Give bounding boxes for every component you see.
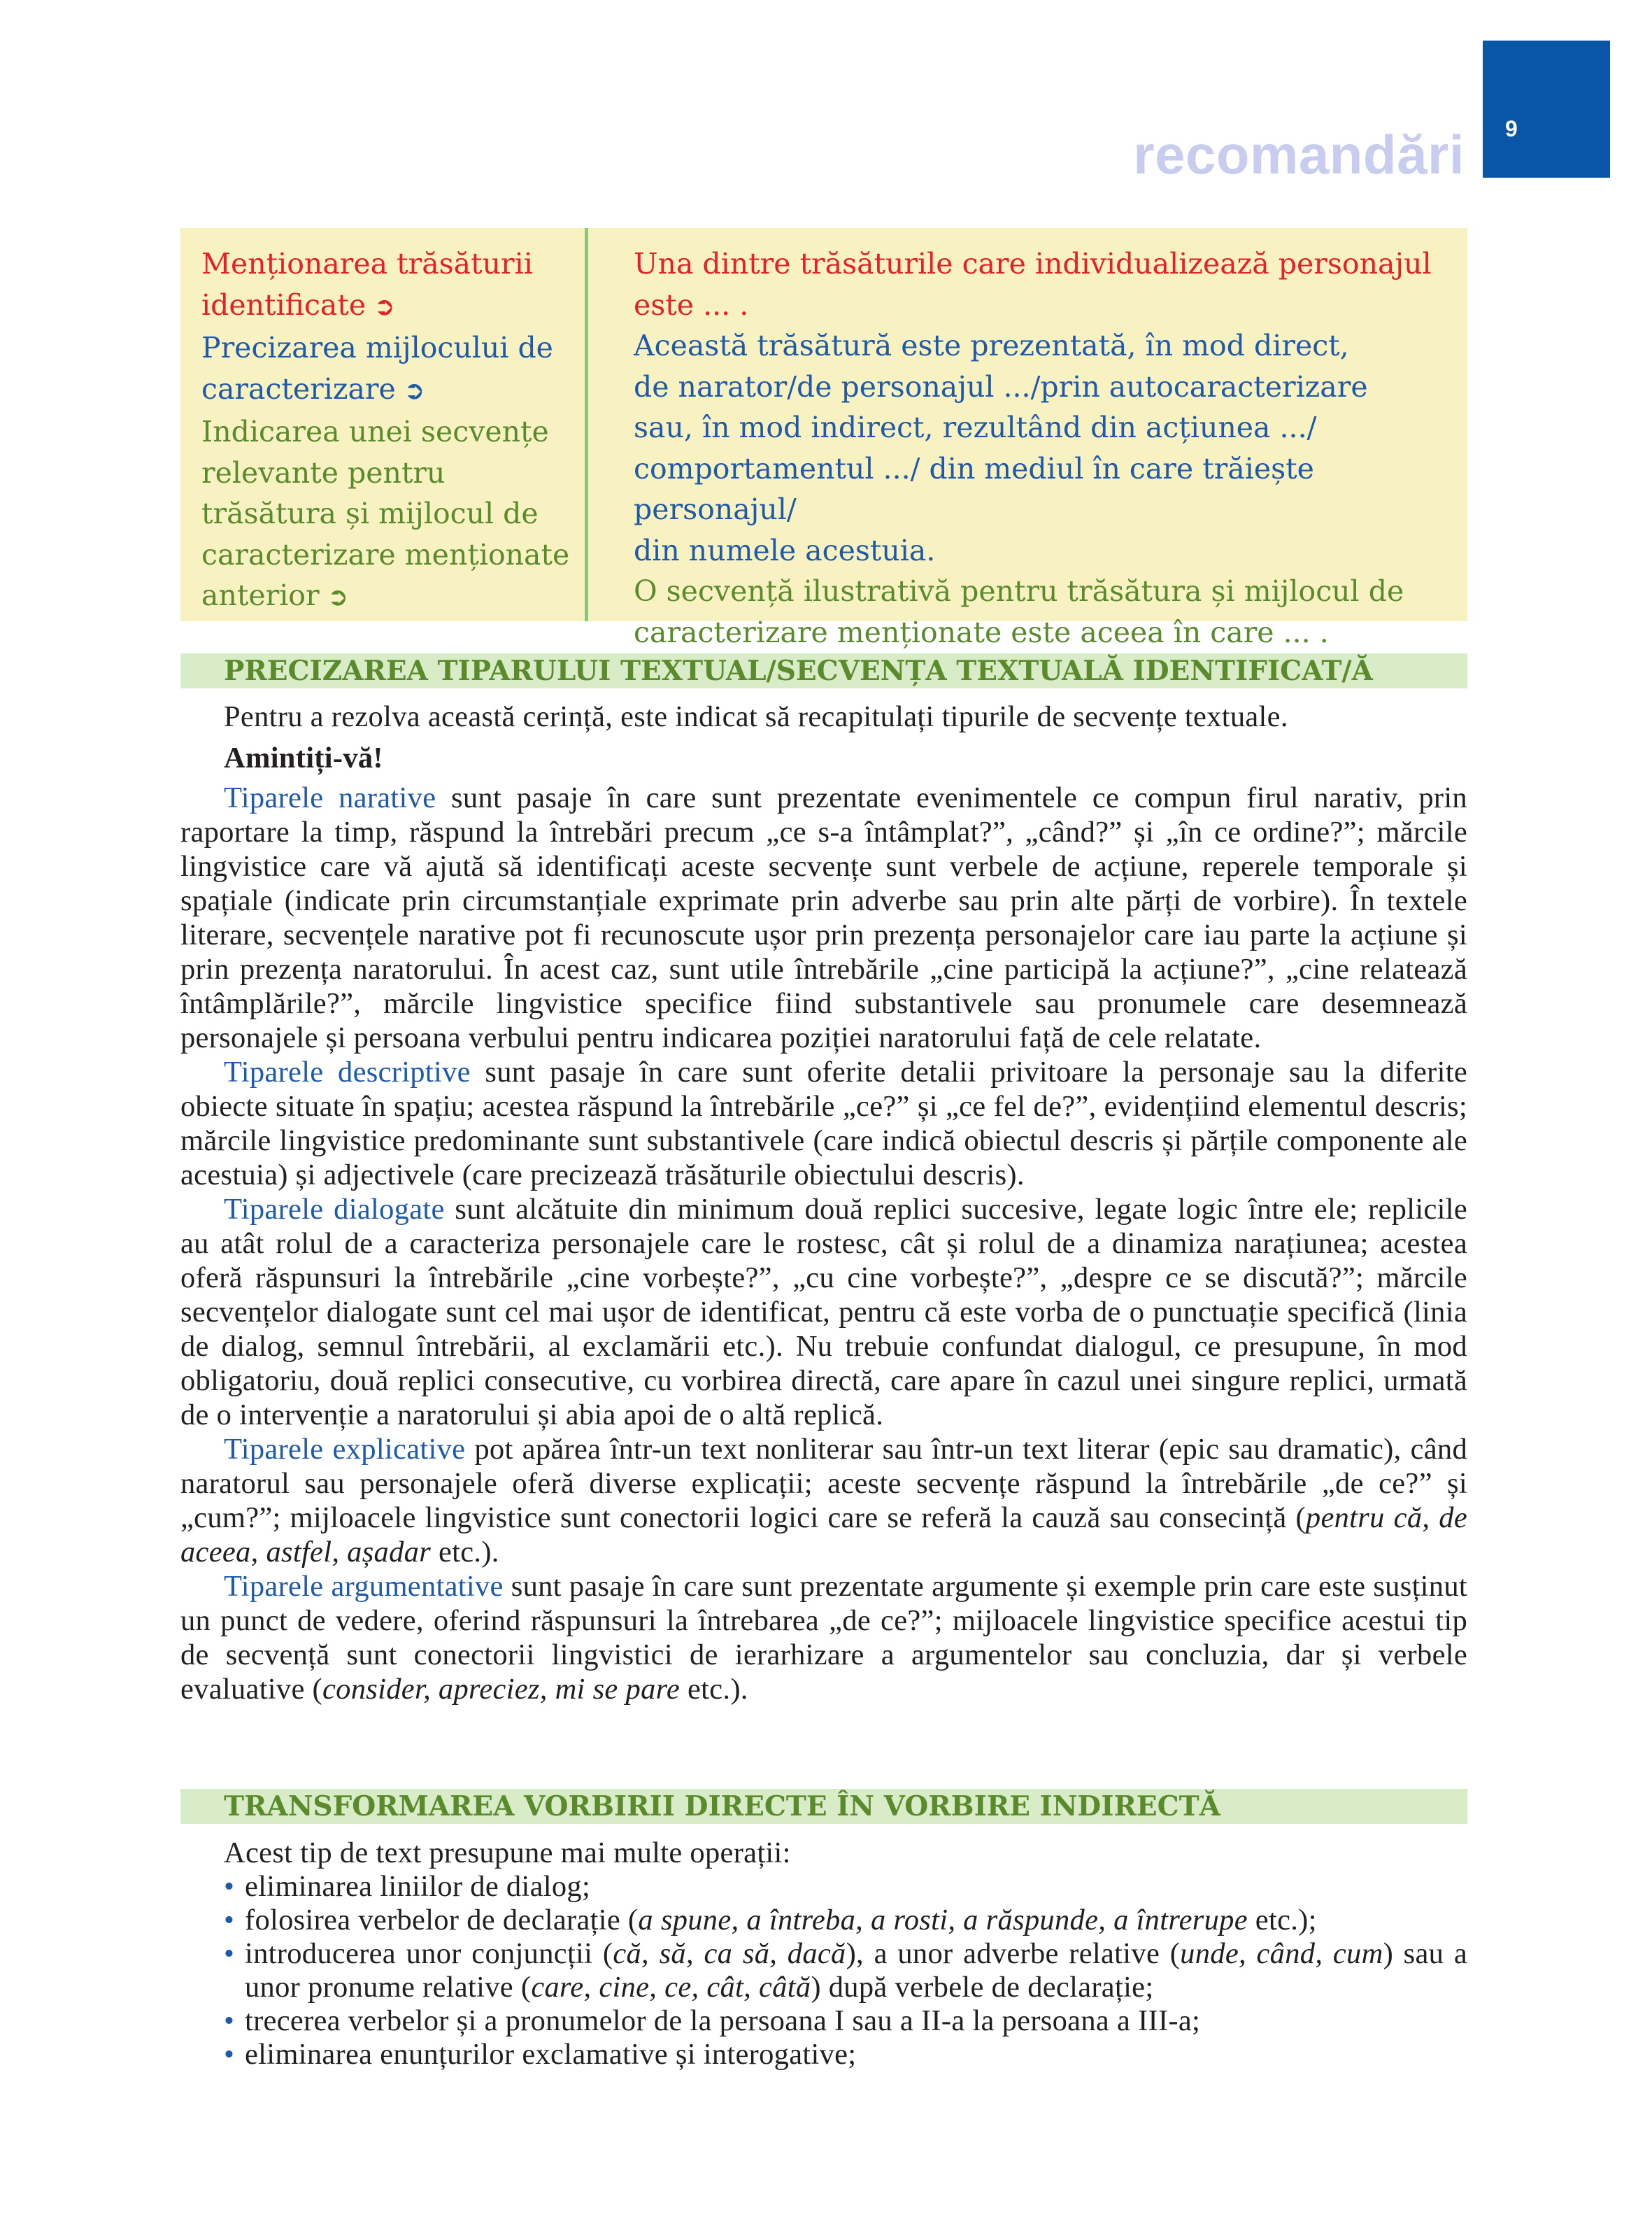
summary-right-column	[634, 243, 1459, 653]
text-run: ) după verbele de declarație;	[811, 1971, 1154, 2004]
text-run: eliminarea liniilor de dialog;	[245, 1870, 591, 1903]
summary-line-text: Menționarea trăsăturii	[201, 247, 533, 281]
text-run: folosirea verbelor de declarație (	[245, 1904, 639, 1936]
list-item	[224, 1870, 1467, 1904]
summary-line-text: comportamentul .../ din mediul în care trăiește personajul/	[634, 451, 1314, 526]
section-heading-textual-pattern	[180, 653, 1467, 688]
text-run: etc.).	[431, 1536, 499, 1568]
summary-line-text: caracterizare menționate este aceea în care ... .	[634, 615, 1329, 649]
italic-example: consider, apreciez, mi se pare	[322, 1673, 681, 1706]
text-run: eliminarea enunțurilor exclamative și interogative;	[245, 2038, 857, 2071]
pattern-paragraphs	[180, 781, 1467, 1706]
italic-example: că, să, ca să, dacă	[613, 1937, 846, 1970]
bullet-icon: •	[224, 1904, 235, 1936]
list-item	[224, 1937, 1467, 2004]
summary-line-text: de narator/de personajul .../prin autocaracterizare	[634, 369, 1368, 404]
arrow-right-icon: ➲	[395, 376, 425, 405]
summary-line-text: trăsătura și mijlocul de	[201, 497, 539, 530]
summary-line	[634, 243, 1459, 285]
summary-line	[634, 285, 1459, 326]
summary-line-text: Indicarea unei secvențe	[201, 415, 549, 448]
pattern-term: Tiparele argumentative	[224, 1570, 504, 1603]
summary-line-text: este ... .	[634, 288, 749, 322]
pattern-term: Tiparele descriptive	[224, 1056, 471, 1089]
summary-line	[201, 327, 579, 369]
remember-label: Amintiți-vă!	[224, 742, 383, 774]
summary-line	[634, 530, 1459, 572]
section-body-indirect-speech	[180, 1836, 1467, 2071]
pattern-term: Tiparele dialogate	[224, 1193, 445, 1226]
summary-left-column	[201, 243, 579, 618]
pattern-paragraph	[180, 1192, 1467, 1432]
section-intro: Pentru a rezolva această cerință, este indicat să recapitulați tipurile de secvențe textuale.	[224, 700, 1288, 733]
page-number-badge	[1483, 41, 1610, 178]
bullet-icon: •	[224, 2038, 235, 2071]
summary-line	[201, 575, 579, 618]
italic-example: pentru că, de aceea, astfel, așadar	[180, 1501, 1467, 1568]
summary-line	[201, 243, 579, 285]
bullet-icon: •	[224, 1937, 235, 1970]
summary-line	[201, 369, 579, 412]
summary-line	[201, 453, 579, 494]
pattern-term: Tiparele explicative	[224, 1433, 466, 1466]
summary-line-text: relevante pentru	[201, 455, 446, 490]
italic-example: unde, când, cum	[1180, 1937, 1383, 1970]
summary-line-text: Una dintre trăsăturile care individualizează personajul	[634, 247, 1432, 281]
pattern-term: Tiparele narative	[224, 781, 436, 814]
text-run: sunt alcătuite din minimum două replici succesive, legate logic între ele; replicile au atât rolul de a caracteriza personajele care le rostesc, cât și rolul de a dinamiza narațiunea; acestea oferă răspunsuri la întrebările „cine vorbește?”, „cu cine vorbește?”, „despre ce se discută?”; mărcile secvențelor dialogate sunt cel mai ușor de identificat, pentru că este vorba de o punctuație specifică (linia de dialog, semnul întrebării, al exclamării etc.). Nu trebuie confundat dialogul, ce presupune, în mod obligatoriu, două replici consecutive, cu vorbirea directă, care apare în cazul unei singure replici, urmată de o intervenție a naratorului și abia apoi de o altă replică.	[180, 1193, 1467, 1431]
summary-line-text: anterior	[201, 579, 320, 612]
summary-line	[201, 534, 579, 576]
arrow-right-icon: ➲	[319, 583, 349, 611]
text-run: pot apărea într-un text nonliterar sau într-un text literar (epic sau dramatic), când naratorul sau personajele oferă diverse explicații; aceste secvențe răspund la întrebările „de ce?” și „cum?”; mijloacele lingvistice sunt conectorii logici care se referă la cauză sau consecință (	[180, 1433, 1467, 1534]
text-run: ), a unor adverbe relative (	[846, 1937, 1181, 1970]
summary-line	[634, 325, 1459, 367]
summary-line-text: caracterizare menționate	[201, 537, 570, 572]
text-run: sunt pasaje în care sunt prezentate argumente și exemple prin care este susținut un punct de vedere, oferind răspunsuri la întrebarea „de ce?”; mijloacele lingvistice specifice acestui tip de secvență sunt conectorii lingvistici de ierarhizare a argumentelor sau concluzia, dar și verbele evaluative (	[180, 1570, 1467, 1706]
summary-box	[180, 228, 1467, 649]
text-run: etc.);	[1247, 1904, 1317, 1936]
summary-line	[634, 407, 1459, 448]
summary-line-text: identificate	[201, 288, 366, 322]
summary-line	[201, 411, 579, 453]
pattern-paragraph	[180, 1432, 1467, 1569]
list-item	[224, 1904, 1467, 1937]
section-heading-indirect-speech	[180, 1789, 1467, 1824]
italic-example: care, cine, ce, cât, câtă	[531, 1971, 811, 2004]
text-run: etc.).	[680, 1673, 748, 1706]
list-item	[224, 2004, 1467, 2038]
text-run: sunt pasaje în care sunt oferite detalii privitoare la personaje sau la diferite obiecte situate în spațiu; acestea răspund la întrebările „ce?” și „ce fel de?”, evidențiind elementul descris; mărcile lingvistice predominante sunt substantivele (care indică obiectul descris și părțile componente ale acestuia) și adjectivele (care precizează trăsăturile obiectului descris).	[180, 1056, 1467, 1191]
bullet-icon: •	[224, 1870, 235, 1903]
summary-line-text: caracterizare	[201, 371, 396, 406]
italic-example: a spune, a întreba, a rosti, a răspunde, a întrerupe	[638, 1904, 1248, 1936]
text-run: trecerea verbelor și a pronumelor de la persoana I sau a II-a la persoana a III-a;	[245, 2004, 1201, 2037]
summary-line-text: sau, în mod indirect, rezultând din acțiunea .../	[634, 411, 1317, 444]
column-divider	[585, 228, 588, 621]
summary-line	[634, 612, 1459, 653]
summary-line-text: Această trăsătură este prezentată, în mod direct,	[634, 329, 1349, 362]
page-number: 9	[1505, 116, 1518, 141]
section-heading-text: TRANSFORMAREA VORBIRII DIRECTE ÎN VORBIRE INDIRECTĂ	[224, 1790, 1220, 1822]
summary-line-text: din numele acestuia.	[634, 533, 936, 567]
pattern-paragraph	[180, 1569, 1467, 1706]
pattern-paragraph	[180, 781, 1467, 1055]
list-item	[224, 2038, 1467, 2071]
summary-line	[201, 285, 579, 328]
bullet-icon: •	[224, 2004, 235, 2037]
summary-line	[201, 493, 579, 534]
section-intro: Acest tip de text presupune mai multe operații:	[224, 1836, 791, 1869]
pattern-paragraph	[180, 1055, 1467, 1192]
summary-line	[634, 448, 1459, 530]
section-body-textual-pattern	[180, 700, 1467, 1706]
text-run: ) sau a unor pronume relative (	[245, 1937, 1467, 2004]
section-heading-text: PRECIZAREA TIPARULUI TEXTUAL/SECVENȚA TEXTUALĂ IDENTIFICAT/Ă	[224, 655, 1373, 687]
section-title: recomandări	[1133, 124, 1465, 185]
summary-line	[634, 367, 1459, 408]
summary-line-text: Precizarea mijlocului de	[201, 331, 553, 364]
arrow-right-icon: ➲	[366, 292, 395, 321]
text-run: sunt pasaje în care sunt prezentate evenimentele ce compun firul narativ, prin raportare la timp, răspund la întrebări precum „ce s-a întâmplat?”, „când?” și „în ce ordine?”; mărcile lingvistice care vă ajută să identificați aceste secvențe sunt verbele de acțiune, reperele temporale și spațiale (indicate prin circumstanțiale exprimate prin adverbe sau prin alte părți de vorbire). În textele literare, secvențele narative pot fi recunoscute ușor prin prezența personajelor care iau parte la acțiune și prin prezența naratorului. În acest caz, sunt utile întrebările „cine participă la acțiune?”, „cine relatează întâmplările?”, mărcile lingvistice specifice fiind substantivele sau pronumele care desemnează personajele și persoana verbului pentru indicarea poziției naratorului față de cele relatate.	[180, 781, 1467, 1054]
text-run: introducerea unor conjuncții (	[245, 1937, 613, 1970]
summary-line	[634, 571, 1459, 612]
operations-list	[180, 1870, 1467, 2071]
summary-line-text: O secvență ilustrativă pentru trăsătura și mijlocul de	[634, 574, 1404, 608]
